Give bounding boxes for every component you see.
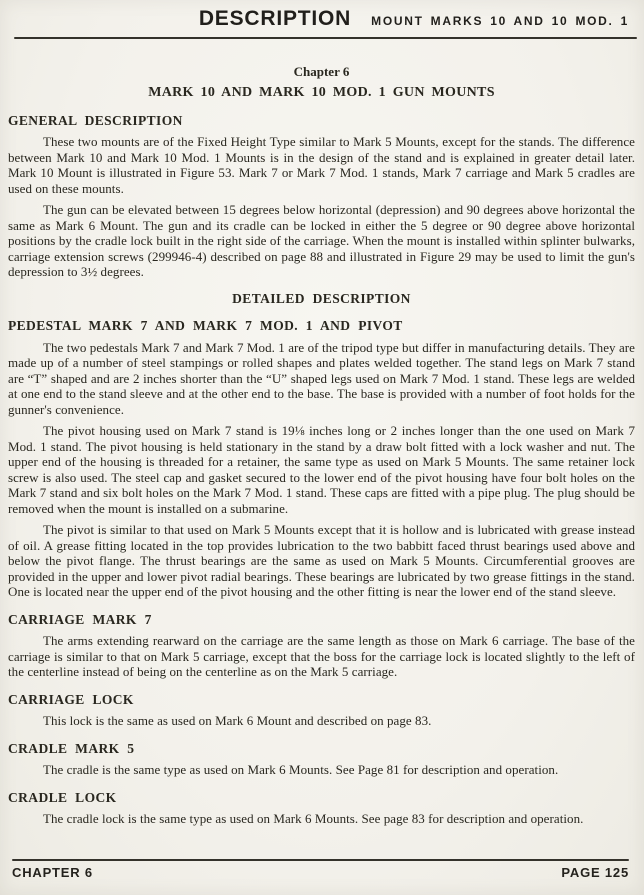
chapter-label: Chapter 6 bbox=[293, 64, 350, 79]
paragraph-pedestal-1: The two pedestals Mark 7 and Mark 7 Mod. 1 are of the tripod type but differ in manufacturing details. They are made up of a number of steel stampings or rolled shapes and plates welded together. The stand legs on Mark 7 stand are “T” shaped and are 2 inches shorter than the “U” shaped legs used on Mark 7 Mod. 1 stand. These legs are welded at one end to the stand sleeve and at the other end to the base. The base is provided with a number of foot holds for the gunner's convenience. bbox=[8, 339, 635, 417]
heading-cradle-lock: CRADLE LOCK bbox=[8, 789, 117, 805]
paragraph-carriage-mark-7: The arms extending rearward on the carriage are the same length as those on Mark 6 carriage. The base of the carriage is similar to that on Mark 5 carriage, except that the boss for the carriage lock is located slightly to the left of the centerline instead of being on the centerline as on the Mark 5 carriage. bbox=[8, 633, 635, 679]
paragraph-cradle-lock: The cradle lock is the same type as used on Mark 6 Mounts. See page 83 for description and operation. bbox=[43, 811, 584, 826]
paragraph-general-1: These two mounts are of the Fixed Height Type similar to Mark 5 Mounts, except for the stands. The difference between Mark 10 and Mark 10 Mod. 1 Mounts is in the design of the stand and is explained in greater detail later. Mark 10 Mount is illustrated in Figure 53. Mark 7 or Mark 7 Mod. 1 stands, Mark 7 carriage and Mark 5 cradles are used on these mounts. bbox=[8, 134, 635, 196]
paragraph-pedestal-2: The pivot housing used on Mark 7 stand is 19⅛ inches long or 2 inches longer than the one used on Mark 7 Mod. 1 stand. The pivot housing is held stationary in the stand by a draw bolt fitted with a lock washer and nut. The upper end of the housing is threaded for a retainer, the same type as used on Mark 5 Mounts. The same retainer lock screw is also used. The steel cap and gasket secured to the lower end of the pivot housing have four bolt holes on the Mark 7 stand and six bolt holes on the Mark 7 Mod. 1 stand. These caps are fitted with a pipe plug. The plug should be removed when the mount is installed on a submarine. bbox=[8, 423, 635, 516]
paragraph-pedestal-3: The pivot is similar to that used on Mark 5 Mounts except that it is hollow and is lubricated with grease instead of oil. A grease fitting located in the top provides lubrication to the two babbitt faced thrust bearings used above and below the pivot flange. The thrust bearings are the same as used on Mark 5 Mounts. Circumferential grooves are provided in the upper and lower pivot radial bearings. These bearings are lubricated by two grease fittings in the stand. One is located near the upper end of the pivot housing and the other fitting is near the lower end of the stand sleeve. bbox=[8, 522, 635, 599]
page-footer bbox=[12, 865, 629, 880]
heading-carriage-mark-7: CARRIAGE MARK 7 bbox=[8, 611, 152, 627]
paragraph-general-2: The gun can be elevated between 15 degrees below horizontal (depression) and 90 degrees above horizontal the same as Mark 6 Mount. The gun and its cradle can be locked in either the 5 degree or 90 degree above horizontal positions by the cradle lock built in the right side of the carriage. When the mount is installed within splinter bulwarks, carriage extension screws (299946-4) described on page 88 and illustrated in Figure 29 may be used to limit the gun's depression to 3½ degrees. bbox=[8, 202, 635, 279]
paragraph-cradle-mark-5: The cradle is the same type as used on Mark 6 Mounts. See Page 81 for description and operation. bbox=[43, 762, 559, 777]
footer-page-number: PAGE 125 bbox=[561, 865, 629, 880]
chapter-title: MARK 10 AND MARK 10 MOD. 1 GUN MOUNTS bbox=[148, 84, 495, 100]
heading-pedestal: PEDESTAL MARK 7 AND MARK 7 MOD. 1 AND PIVOT bbox=[8, 318, 403, 333]
heading-cradle-mark-5: CRADLE MARK 5 bbox=[8, 740, 135, 756]
heading-carriage-lock: CARRIAGE LOCK bbox=[8, 691, 134, 707]
document-body bbox=[8, 39, 635, 827]
footer-rule bbox=[12, 859, 629, 861]
heading-general-description: GENERAL DESCRIPTION bbox=[8, 112, 183, 128]
footer-chapter-label: CHAPTER 6 bbox=[12, 865, 93, 880]
page-header bbox=[0, 7, 629, 31]
heading-detailed-description: DETAILED DESCRIPTION bbox=[232, 290, 411, 306]
header-subtitle: MOUNT MARKS 10 AND 10 MOD. 1 bbox=[371, 14, 629, 28]
header-title: DESCRIPTION bbox=[198, 7, 352, 30]
paragraph-carriage-lock: This lock is the same as used on Mark 6 Mount and described on page 83. bbox=[43, 713, 432, 728]
